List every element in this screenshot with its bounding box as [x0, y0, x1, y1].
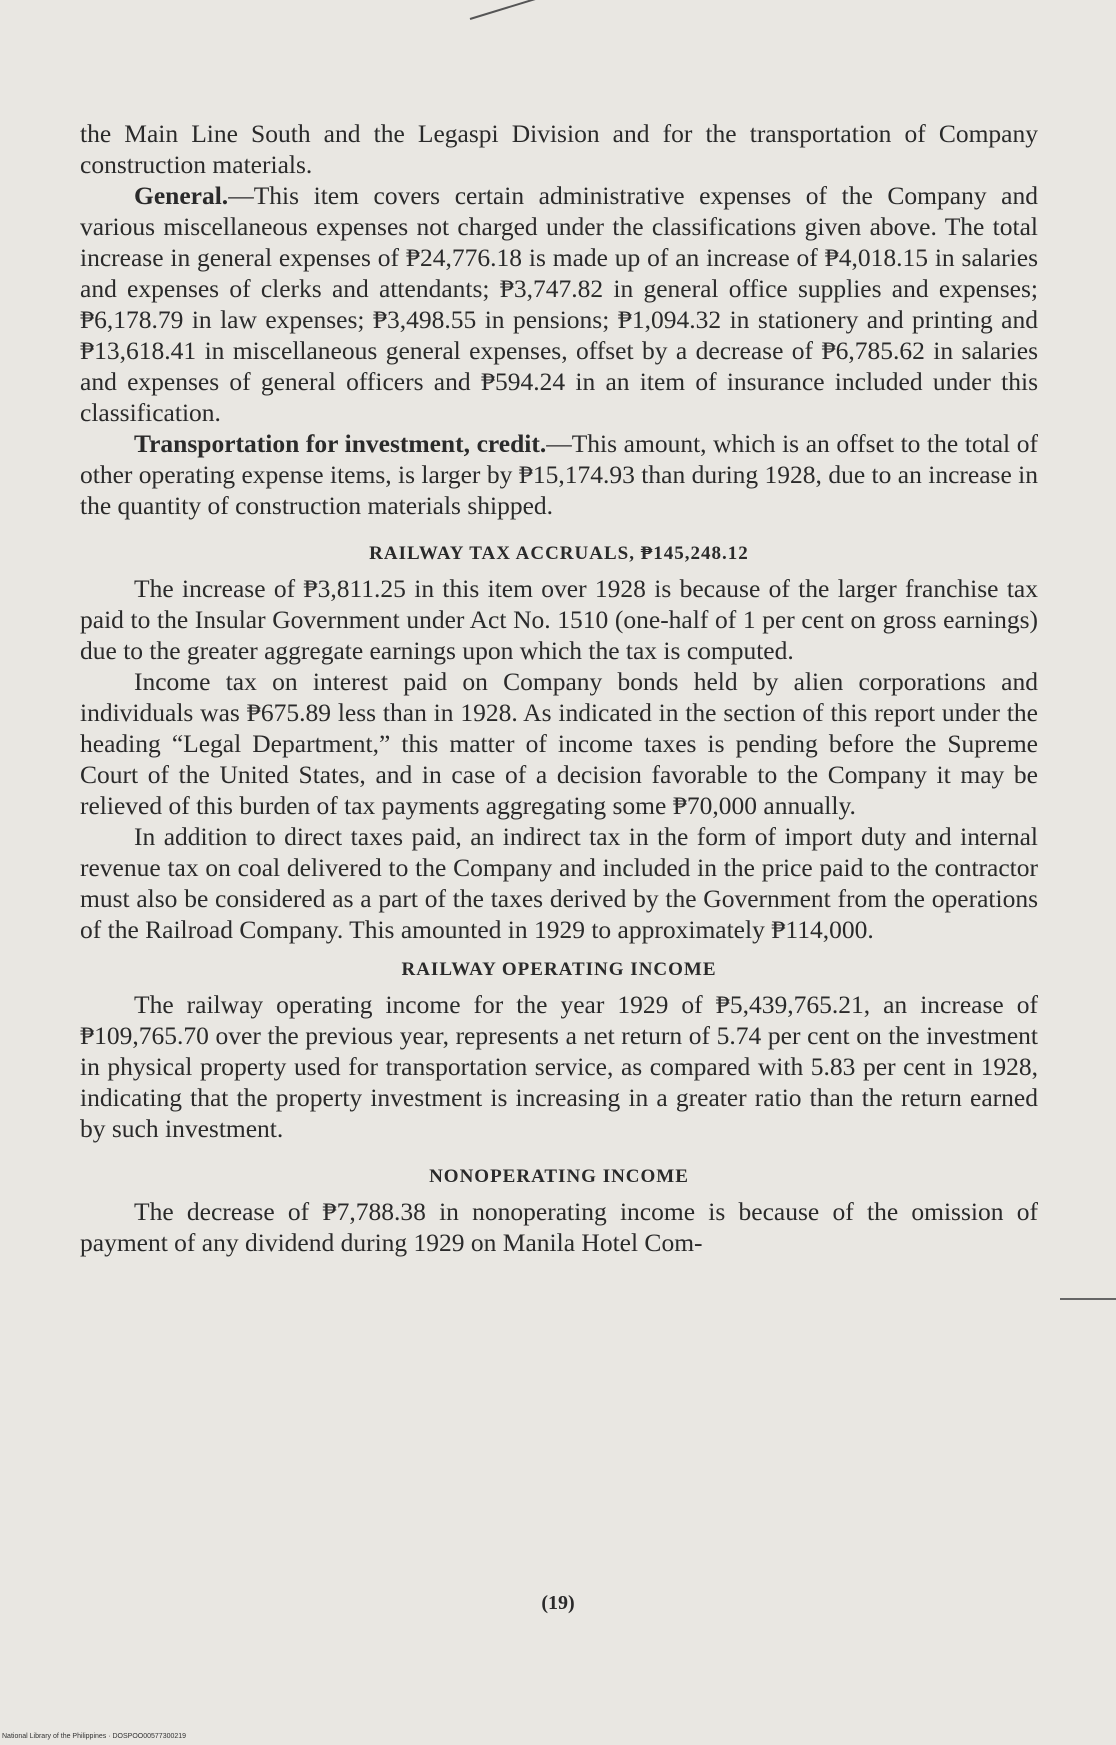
scan-mark-right [1060, 1298, 1116, 1300]
intro-paragraph: the Main Line South and the Legaspi Division and for the transportation of Company construction materials. [80, 119, 1038, 179]
document-page [80, 118, 1038, 1258]
general-text: —This item covers certain administrative expenses of the Company and various miscellaneous expenses not charged under the classifications given above. The total increase in general expenses of ₱24,776.18 is made up of an increase of ₱4,018.15 in salaries and expenses of clerks and attendants; ₱3,747.82 in general office supplies and expenses; ₱6,178.79 in law expenses; ₱3,498.55 in pensions; ₱1,094.32 in stationery and printing and ₱13,618.41 in miscellaneous general expenses, offset by a decrease of ₱6,785.62 in salaries and expenses of general officers and ₱594.24 in an item of insurance included under this classification. [80, 181, 1038, 427]
general-lead: General. [134, 181, 229, 210]
operating-section-heading: RAILWAY OPERATING INCOME [401, 959, 717, 980]
page-number: (19) [541, 1592, 575, 1614]
transportation-text: —This amount, which is an offset to the total of other operating expense items, is larger by ₱15,174.93 than during 1928, due to an increase in the quantity of construction materials shipped. [80, 429, 1038, 520]
transportation-paragraph [80, 428, 1038, 521]
tax-paragraph-1: The increase of ₱3,811.25 in this item over 1928 is because of the larger franchise tax paid to the Insular Government under Act No. 1510 (one-half of 1 per cent on gross earnings) due to the greater aggregate earnings upon which the tax is computed. [80, 574, 1038, 665]
operating-paragraph: The railway operating income for the year 1929 of ₱5,439,765.21, an increase of ₱109,765.70 over the previous year, represents a net return of 5.74 per cent on the investment in physical property used for transportation service, as compared with 5.83 per cent in 1928, indicating that the property investment is increasing in a greater ratio than the return earned by such investment. [80, 990, 1038, 1143]
footer-credit: National Library of the Philippines · DOSPOO00577300219 [2, 1733, 187, 1740]
nonoperating-paragraph: The decrease of ₱7,788.38 in nonoperating income is because of the omission of payment of any dividend during 1929 on Manila Hotel Com- [80, 1197, 1038, 1257]
transportation-lead: Transportation for investment, credit. [134, 429, 547, 458]
nonoperating-section-heading: NONOPERATING INCOME [429, 1166, 689, 1187]
tax-paragraph-3: In addition to direct taxes paid, an indirect tax in the form of import duty and internal revenue tax on coal delivered to the Company and included in the price paid to the contractor must also be considered as a part of the taxes derived by the Government from the operations of the Railroad Company. This amounted in 1929 to approximately ₱114,000. [80, 822, 1038, 944]
general-paragraph [80, 180, 1038, 428]
tax-paragraph-2: Income tax on interest paid on Company bonds held by alien corporations and individuals was ₱675.89 less than in 1928. As indicated in the section of this report under the heading “Legal Department,” this matter of income taxes is pending before the Supreme Court of the United States, and in case of a decision favorable to the Company it may be relieved of this burden of tax payments aggregating some ₱70,000 annually. [80, 667, 1038, 820]
tax-section-heading: RAILWAY TAX ACCRUALS, ₱145,248.12 [369, 543, 749, 564]
scan-mark-top [470, 0, 549, 20]
